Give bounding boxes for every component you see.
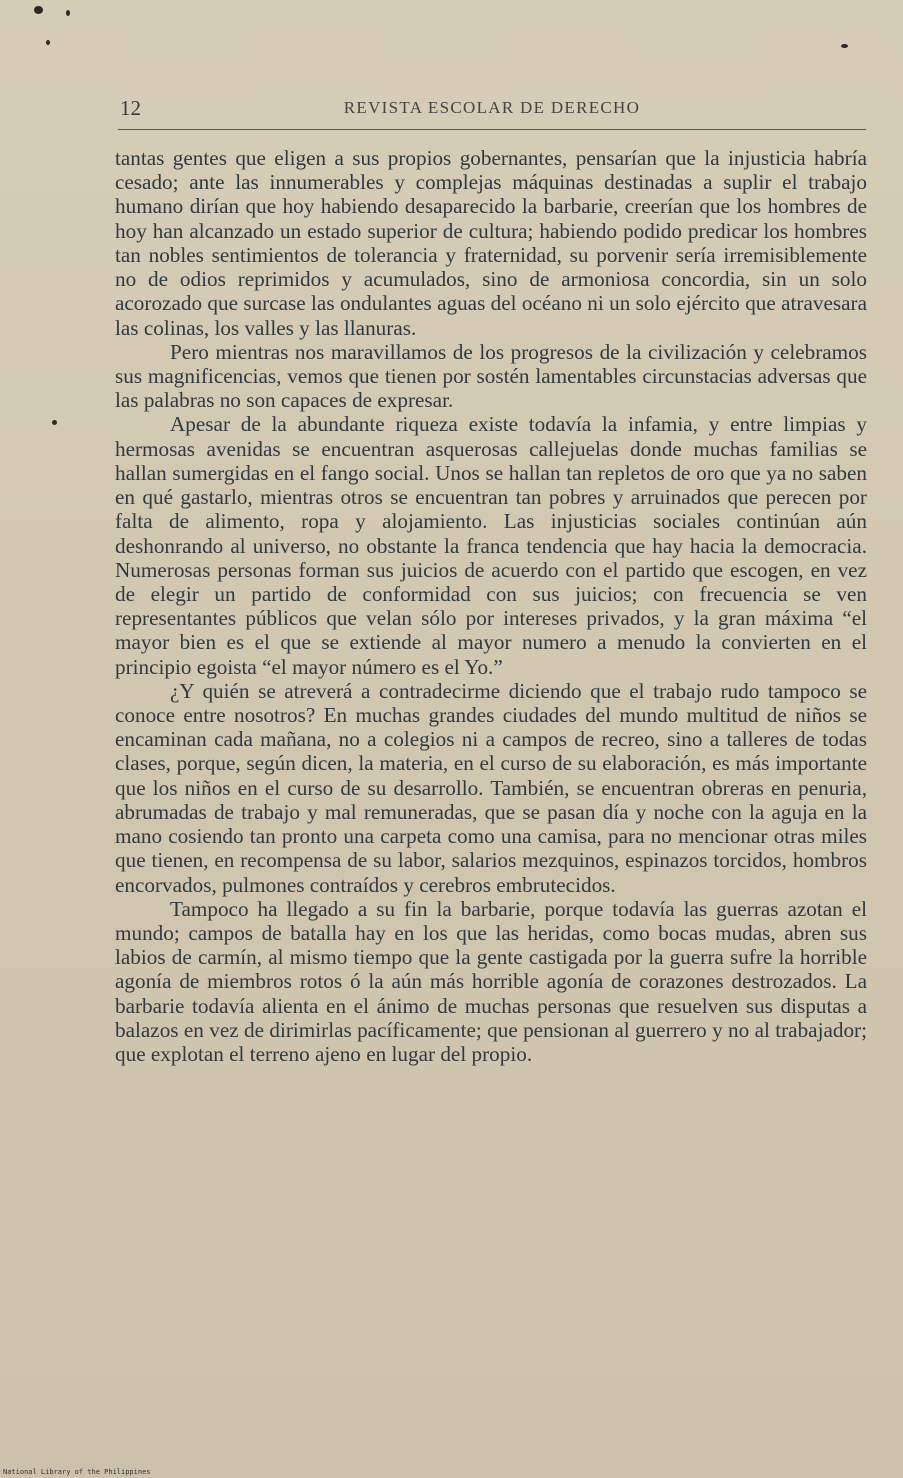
paragraph: Tampoco ha llegado a su fin la barbarie, porque todavía las guerras azotan el mundo; campos de batalla hay en los que las heridas, como bocas mudas, abren sus labios de carmín, al mismo tiempo que la gente castigada por la guerra sufre la horrible agonía de miembros rotos ó la aún más horrible agonía de corazones destrozados. La barbarie todavía alienta en el ánimo de muchas personas que resuelven sus disputas a balazos en vez de dirimirlas pacíficamente; que pensionan al guerrero y no al trabajador; que explotan el terreno ajeno en lugar del propio.: [115, 896, 867, 1067]
running-title: REVISTA ESCOLAR DE DERECHO: [343, 98, 641, 117]
ink-speck: [841, 44, 848, 48]
ink-speck: [34, 6, 43, 14]
paragraph: ¿Y quién se atreverá a contradecirme diciendo que el trabajo rudo tampoco se conoce entre nosotros? En muchas grandes ciudades del mundo multitud de niños se encaminan cada mañana, no a colegios ni a campos de recreo, sino a talleres de todas clases, porque, según dicen, la materia, en el curso de su elaboración, es más importante que los niños en el curso de su desarrollo. También, se encuentran obreras en penuria, abrumadas de trabajo y mal remuneradas, que se pasan día y noche con la aguja en la mano cosiendo tan pronto una carpeta como una camisa, para no mencionar otras miles que tienen, en recompensa de su labor, salarios mezquinos, espinazos torcidos, hombros encorvados, pulmones contraídos y cerebros embrutecidos.: [115, 678, 867, 897]
header-rule: [118, 129, 866, 130]
paragraph: tantas gentes que eligen a sus propios gobernantes, pensarían que la injusticia habría cesado; ante las innumerables y complejas máquinas destinadas a suplir el trabajo humano dirían que hoy habiendo desaparecido la barbarie, creerían que los hombres de hoy han alcanzado un estado superior de cultura; habiendo podido predicar los hombres tan nobles sentimientos de tolerancia y fraternidad, su porvenir sería irremisiblemente no de odios reprimidos y acumulados, sino de armoniosa concordia, sin un solo acorozado que surcase las ondulantes aguas del océano ni un solo ejército que atravesara las colinas, los valles y las llanuras.: [115, 146, 867, 340]
body-text: [115, 146, 867, 1066]
library-credit: National Library of the Philippines: [3, 1468, 151, 1476]
ink-speck: [46, 40, 50, 45]
ink-speck: [52, 420, 57, 425]
page-header: [118, 96, 866, 126]
page-number: 12: [120, 96, 141, 120]
paragraph: Pero mientras nos maravillamos de los progresos de la civilización y celebramos sus magnificencias, vemos que tienen por sostén lamentables circunstacias adversas que las palabras no son capaces de expresar.: [115, 339, 867, 413]
ink-speck: [66, 10, 70, 16]
paragraph: Apesar de la abundante riqueza existe todavía la infamia, y entre limpias y hermosas avenidas se encuentran asquerosas callejuelas donde muchas familias se hallan sumergidas en el fango social. Unos se hallan tan repletos de oro que ya no saben en qué gastarlo, mientras otros se encuentran tan pobres y arruinados que perecen por falta de alimento, ropa y alojamiento. Las injusticias sociales continúan aún deshonrando al universo, no obstante la franca tendencia que hay hacia la democracia. Numerosas personas forman sus juicios de acuerdo con el partido que escogen, en vez de elegir un partido de conformidad con sus juicios; con frecuencia se ven representantes públicos que velan sólo por intereses privados, y la gran máxima “el mayor bien es el que se extiende al mayor numero a menudo la convierten en el principio egoista “el mayor número es el Yo.”: [115, 412, 867, 679]
